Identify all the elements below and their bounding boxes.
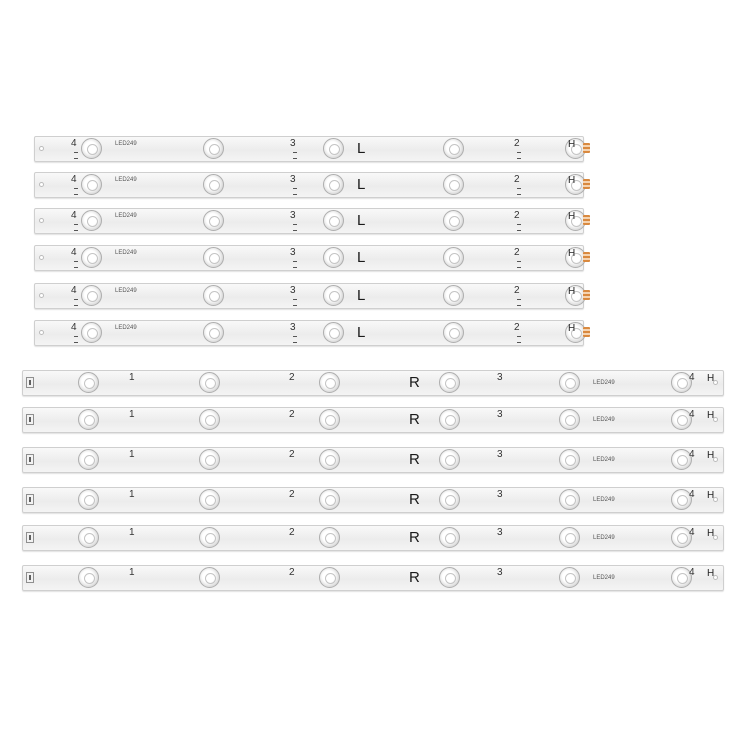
led-lens: [443, 174, 464, 195]
segment-number: 3: [497, 527, 503, 538]
led-lens: [203, 247, 224, 268]
led-lens: [319, 527, 340, 548]
led-lens: [78, 489, 99, 510]
model-label: LED249: [115, 325, 137, 331]
segment-number: 2: [289, 449, 295, 460]
strip-side-label: R: [409, 451, 420, 468]
led-lens: [323, 138, 344, 159]
led-lens: [559, 449, 580, 470]
segment-number: 3: [497, 489, 503, 500]
strip-side-label: R: [409, 569, 420, 586]
led-lens: [559, 489, 580, 510]
segment-number: 4: [71, 174, 77, 185]
segment-number: 4: [689, 449, 695, 460]
model-label: LED249: [593, 497, 615, 503]
segment-number: 3: [497, 409, 503, 420]
segment-number: 3: [290, 210, 296, 221]
strip-end-label: H: [568, 139, 576, 150]
strip-connector: [26, 572, 34, 583]
led-lens: [439, 449, 460, 470]
segment-number: 3: [290, 322, 296, 333]
model-label: LED249: [115, 213, 137, 219]
segment-number: 2: [289, 409, 295, 420]
led-lens: [443, 210, 464, 231]
strip-end-label: H: [707, 490, 715, 501]
led-lens: [319, 409, 340, 430]
led-lens: [323, 322, 344, 343]
mounting-hole: [39, 218, 44, 223]
strip-end-label: H: [707, 373, 715, 384]
led-lens: [439, 409, 460, 430]
led-lens: [199, 489, 220, 510]
segment-mark: [517, 336, 521, 343]
led-lens: [439, 527, 460, 548]
led-lens: [78, 527, 99, 548]
segment-number: 4: [689, 372, 695, 383]
led-lens: [559, 527, 580, 548]
mounting-hole: [39, 255, 44, 260]
led-lens: [78, 372, 99, 393]
segment-number: 2: [514, 210, 520, 221]
model-label: LED249: [593, 457, 615, 463]
led-lens: [319, 449, 340, 470]
led-strip-r: [22, 407, 724, 433]
connector-pins: [583, 215, 590, 225]
led-lens: [559, 372, 580, 393]
led-lens: [78, 567, 99, 588]
led-lens: [199, 527, 220, 548]
led-lens: [443, 285, 464, 306]
strip-connector: [26, 414, 34, 425]
led-strip-l: [34, 245, 584, 271]
led-lens: [203, 174, 224, 195]
led-strip-l: [34, 172, 584, 198]
segment-mark: [293, 152, 297, 159]
led-lens: [199, 372, 220, 393]
mounting-hole: [39, 330, 44, 335]
led-lens: [203, 322, 224, 343]
led-strip-r: [22, 565, 724, 591]
mounting-hole: [39, 182, 44, 187]
led-lens: [319, 372, 340, 393]
strip-end-label: H: [707, 450, 715, 461]
segment-mark: [517, 261, 521, 268]
segment-number: 2: [514, 174, 520, 185]
model-label: LED249: [115, 250, 137, 256]
strip-connector: [26, 454, 34, 465]
strip-side-label: L: [357, 249, 366, 266]
led-lens: [323, 247, 344, 268]
led-lens: [439, 567, 460, 588]
led-strip-l: [34, 136, 584, 162]
segment-number: 3: [497, 567, 503, 578]
connector-pins: [583, 252, 590, 262]
segment-mark: [517, 152, 521, 159]
led-lens: [78, 409, 99, 430]
connector-pins: [583, 290, 590, 300]
segment-number: 3: [497, 449, 503, 460]
segment-mark: [293, 261, 297, 268]
led-lens: [443, 138, 464, 159]
segment-mark: [293, 299, 297, 306]
model-label: LED249: [593, 380, 615, 386]
strip-connector: [26, 494, 34, 505]
led-strip-l: [34, 208, 584, 234]
model-label: LED249: [593, 417, 615, 423]
segment-number: 4: [689, 489, 695, 500]
segment-number: 1: [129, 489, 135, 500]
led-lens: [439, 372, 460, 393]
strip-side-label: L: [357, 212, 366, 229]
led-lens: [203, 285, 224, 306]
segment-number: 1: [129, 527, 135, 538]
segment-mark: [74, 299, 78, 306]
strip-side-label: R: [409, 529, 420, 546]
segment-number: 4: [71, 247, 77, 258]
segment-mark: [74, 224, 78, 231]
segment-mark: [74, 188, 78, 195]
led-strip-l: [34, 320, 584, 346]
led-lens: [323, 210, 344, 231]
segment-number: 2: [514, 247, 520, 258]
model-label: LED249: [115, 177, 137, 183]
led-lens: [319, 489, 340, 510]
led-lens: [559, 567, 580, 588]
led-lens: [323, 285, 344, 306]
segment-number: 2: [289, 489, 295, 500]
mounting-hole: [39, 293, 44, 298]
segment-number: 1: [129, 409, 135, 420]
led-lens: [439, 489, 460, 510]
segment-mark: [74, 261, 78, 268]
segment-number: 2: [289, 527, 295, 538]
led-lens: [323, 174, 344, 195]
segment-mark: [74, 152, 78, 159]
segment-number: 3: [290, 138, 296, 149]
segment-number: 4: [71, 285, 77, 296]
segment-number: 4: [689, 527, 695, 538]
led-lens: [81, 285, 102, 306]
segment-mark: [517, 299, 521, 306]
connector-pins: [583, 143, 590, 153]
led-strip-r: [22, 370, 724, 396]
led-lens: [78, 449, 99, 470]
led-lens: [199, 449, 220, 470]
strip-side-label: R: [409, 411, 420, 428]
segment-mark: [74, 336, 78, 343]
strip-side-label: L: [357, 324, 366, 341]
led-lens: [443, 247, 464, 268]
segment-number: 3: [497, 372, 503, 383]
strip-end-label: H: [568, 211, 576, 222]
strip-side-label: L: [357, 287, 366, 304]
led-lens: [319, 567, 340, 588]
strip-end-label: H: [568, 248, 576, 259]
strip-side-label: L: [357, 140, 366, 157]
segment-number: 1: [129, 372, 135, 383]
segment-number: 2: [514, 285, 520, 296]
connector-pins: [583, 179, 590, 189]
led-lens: [81, 322, 102, 343]
model-label: LED249: [593, 575, 615, 581]
led-strip-r: [22, 525, 724, 551]
led-strip-r: [22, 487, 724, 513]
segment-number: 1: [129, 567, 135, 578]
model-label: LED249: [593, 535, 615, 541]
segment-number: 4: [689, 409, 695, 420]
led-lens: [81, 138, 102, 159]
led-lens: [203, 138, 224, 159]
led-lens: [81, 210, 102, 231]
segment-number: 4: [71, 210, 77, 221]
segment-mark: [293, 336, 297, 343]
segment-number: 4: [71, 322, 77, 333]
model-label: LED249: [115, 288, 137, 294]
segment-number: 1: [129, 449, 135, 460]
segment-number: 3: [290, 247, 296, 258]
segment-number: 4: [689, 567, 695, 578]
strip-connector: [26, 532, 34, 543]
segment-mark: [517, 224, 521, 231]
segment-mark: [293, 188, 297, 195]
strip-end-label: H: [707, 568, 715, 579]
strip-end-label: H: [568, 175, 576, 186]
led-strip-l: [34, 283, 584, 309]
strip-connector: [26, 377, 34, 388]
led-lens: [559, 409, 580, 430]
segment-number: 2: [289, 372, 295, 383]
strip-end-label: H: [707, 410, 715, 421]
led-strip-r: [22, 447, 724, 473]
segment-number: 3: [290, 285, 296, 296]
led-lens: [443, 322, 464, 343]
segment-mark: [293, 224, 297, 231]
segment-number: 3: [290, 174, 296, 185]
strip-side-label: R: [409, 491, 420, 508]
segment-number: 4: [71, 138, 77, 149]
connector-pins: [583, 327, 590, 337]
strip-side-label: L: [357, 176, 366, 193]
led-lens: [81, 174, 102, 195]
strip-end-label: H: [568, 286, 576, 297]
strip-end-label: H: [568, 323, 576, 334]
segment-number: 2: [289, 567, 295, 578]
segment-mark: [517, 188, 521, 195]
model-label: LED249: [115, 141, 137, 147]
segment-number: 2: [514, 322, 520, 333]
segment-number: 2: [514, 138, 520, 149]
led-lens: [81, 247, 102, 268]
led-lens: [199, 409, 220, 430]
strip-end-label: H: [707, 528, 715, 539]
led-lens: [199, 567, 220, 588]
strip-side-label: R: [409, 374, 420, 391]
led-lens: [203, 210, 224, 231]
mounting-hole: [39, 146, 44, 151]
